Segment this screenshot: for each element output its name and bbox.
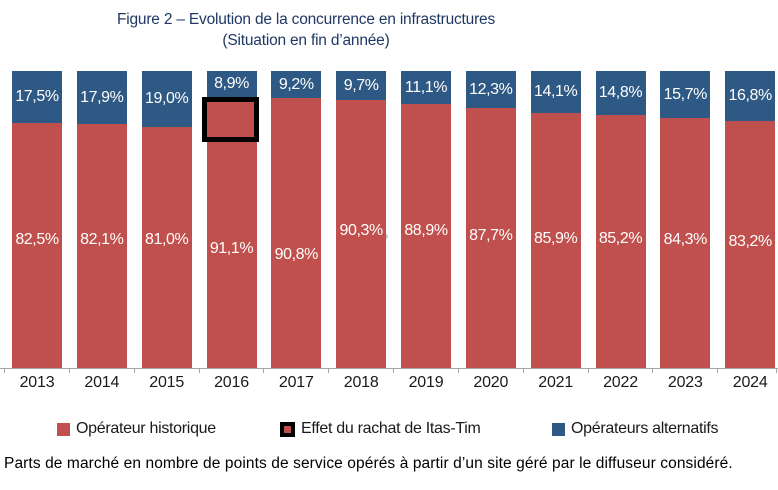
x-axis-tick — [776, 368, 777, 373]
historic-share-label: 82,1% — [80, 231, 124, 248]
bar-2018 — [336, 71, 386, 368]
alternative-share-label: 17,5% — [15, 88, 59, 105]
bar-2023 — [660, 71, 710, 368]
alternative-segment-2019 — [401, 71, 451, 104]
historic-share-label: 88,9% — [404, 222, 448, 239]
x-axis-tick — [328, 368, 329, 373]
alternative-segment-2016 — [207, 71, 257, 97]
x-tick-label-2016: 2016 — [214, 374, 249, 391]
alternative-share-label: 14,1% — [534, 83, 578, 100]
alternative-share-label: 11,1% — [404, 78, 448, 96]
alternative-share-label: 8,9% — [214, 75, 249, 92]
x-axis-tick — [199, 368, 200, 373]
bar-2015 — [142, 71, 192, 368]
historic-share-label: 90,3% — [339, 222, 383, 239]
historic-share-label: 83,2% — [728, 233, 772, 250]
legend-item-label: Effet du rachat de Itas-Tim — [301, 420, 481, 437]
square-swatch — [552, 423, 565, 436]
alternative-share-label: 14,8% — [598, 84, 643, 101]
bar-2021 — [531, 71, 581, 368]
bar-2019 — [401, 71, 451, 368]
historic-share-label: 81,0% — [145, 231, 189, 248]
historic-share-label: 82,5% — [15, 231, 59, 248]
bar-2022 — [596, 71, 646, 368]
chart-title-line2: (Situation en fin d’année) — [222, 32, 390, 49]
historic-share-label: 84,3% — [663, 231, 707, 248]
x-axis-tick — [393, 368, 394, 373]
alternative-segment-2018 — [336, 71, 386, 100]
x-tick-label-2013: 2013 — [19, 374, 55, 391]
historic-share-label: 87,7% — [469, 227, 513, 244]
historic-share-label: 90,8% — [274, 246, 318, 263]
x-axis-tick — [69, 368, 70, 373]
alternative-share-label: 12,3% — [469, 80, 513, 98]
x-axis-tick — [717, 368, 718, 373]
alternative-share-label: 16,8% — [728, 87, 772, 104]
historic-share-label: 85,2% — [598, 230, 643, 247]
square-swatch — [57, 423, 70, 436]
alternative-share-label: 9,2% — [278, 75, 314, 93]
itas-tim-effect-box — [202, 97, 259, 142]
alternative-segment-2020 — [466, 71, 516, 108]
x-tick-label-2018: 2018 — [343, 374, 379, 391]
footnote: Parts de marché en nombre de points de service opérés à partir d’un site géré par le diffuseur considéré. — [4, 455, 733, 472]
alternative-segment-2014 — [77, 71, 127, 124]
x-axis-tick — [588, 368, 589, 373]
x-axis-tick — [4, 368, 5, 373]
chart-title-line1: Figure 2 – Evolution de la concurrence en infrastructures — [116, 11, 496, 28]
x-tick-label-2015: 2015 — [149, 374, 185, 391]
x-tick-label-2023: 2023 — [667, 374, 703, 391]
bar-2024 — [725, 71, 775, 368]
legend-item-1 — [57, 420, 216, 438]
x-axis-tick — [263, 368, 264, 373]
alternative-segment-2024 — [725, 71, 775, 121]
x-tick-label-2014: 2014 — [84, 374, 120, 391]
alternative-share-label: 15,7% — [663, 85, 707, 103]
x-tick-label-2024: 2024 — [732, 374, 768, 391]
x-tick-label-2022: 2022 — [603, 374, 638, 391]
historic-segment-2017 — [271, 98, 321, 368]
legend-item-3 — [552, 420, 718, 438]
x-axis-tick — [458, 368, 459, 373]
outlined-square-swatch — [280, 422, 295, 437]
bar-2014 — [77, 71, 127, 368]
legend-item-label: Opérateur historique — [76, 420, 216, 437]
alternative-share-label: 9,7% — [343, 76, 379, 94]
alternative-share-label: 17,9% — [80, 88, 124, 106]
x-axis-line — [0, 368, 778, 369]
legend-item-label: Opérateurs alternatifs — [571, 420, 719, 437]
historic-share-label: 91,1% — [209, 240, 254, 257]
alternative-segment-2015 — [142, 71, 192, 127]
bar-2020 — [466, 71, 516, 368]
bar-2013 — [12, 71, 62, 368]
alternative-segment-2023 — [660, 71, 710, 118]
alternative-segment-2021 — [531, 71, 581, 113]
x-tick-label-2017: 2017 — [278, 374, 314, 391]
x-tick-label-2020: 2020 — [473, 374, 509, 391]
x-axis-tick — [134, 368, 135, 373]
legend-item-2 — [280, 420, 481, 438]
alternative-segment-2017 — [271, 71, 321, 98]
alternative-share-label: 19,0% — [145, 90, 189, 107]
alternative-segment-2022 — [596, 71, 646, 115]
legend — [0, 420, 778, 442]
historic-share-label: 85,9% — [534, 230, 578, 247]
x-tick-label-2019: 2019 — [408, 374, 444, 391]
x-tick-label-2021: 2021 — [538, 374, 574, 391]
x-axis-tick — [523, 368, 524, 373]
x-axis-tick — [652, 368, 653, 373]
bar-2017 — [271, 71, 321, 368]
alternative-segment-2013 — [12, 71, 62, 123]
